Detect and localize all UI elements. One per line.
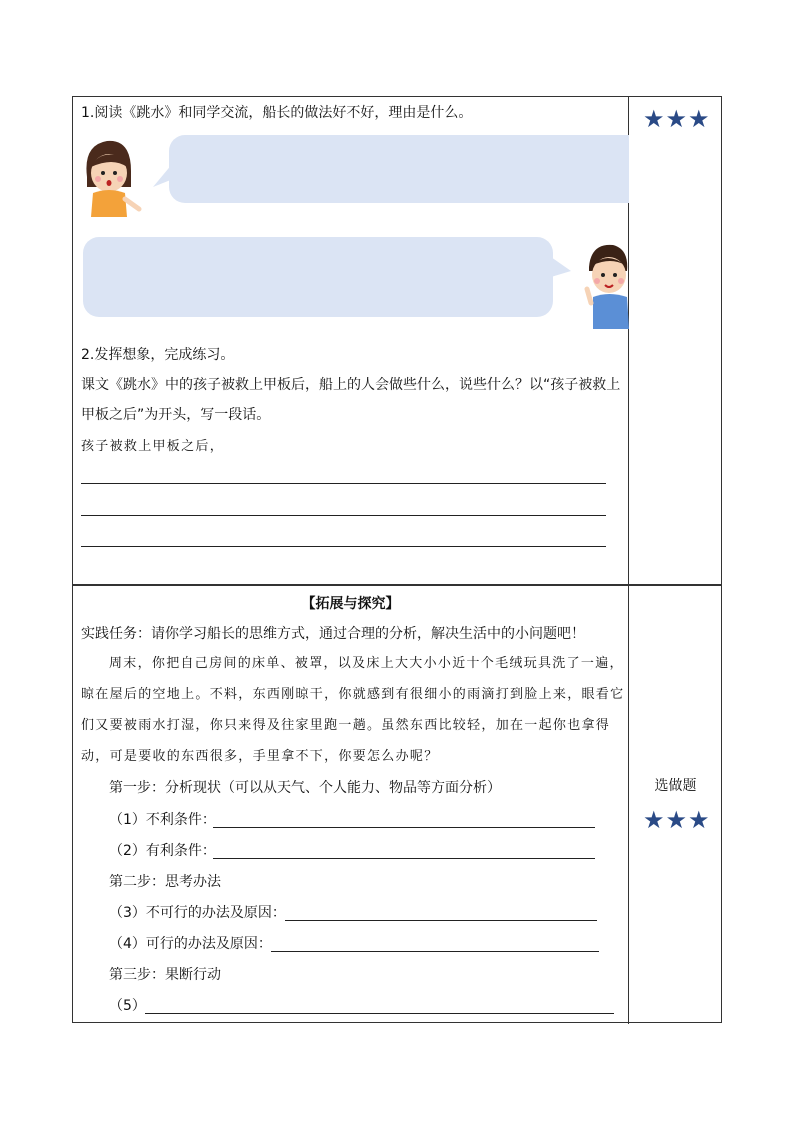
item-1-label: （1）不利条件： (109, 812, 216, 828)
item-3-answer-line (285, 920, 597, 921)
answer-line (81, 546, 606, 547)
item-4-answer-line (271, 951, 599, 952)
question-2-prompt-line-1: 课文《跳水》中的孩子被救上甲板后，船上的人会做些什么，说些什么？以“孩子被救上 (81, 377, 621, 393)
exercise-row-2 (72, 585, 722, 1023)
worksheet-table (72, 96, 722, 1024)
handwritten-answer-start: 孩子被救上甲板之后， (81, 439, 225, 454)
optional-label: 选做题 (654, 778, 697, 794)
story-line: 周末，你把自己房间的床单、被罩，以及床上大大小小近十个毛绒玩具洗了一遍， (109, 656, 624, 671)
question-2-prompt-line-2: 甲板之后”为开头，写一段话。 (81, 407, 271, 423)
item-5-answer-line (145, 1013, 614, 1014)
extension-content-cell (73, 586, 629, 1024)
bubble-tail-right (551, 257, 571, 281)
girl-avatar-icon (79, 137, 145, 219)
question-2-title: 2.发挥想象，完成练习。 (81, 347, 235, 363)
item-2-answer-line (213, 858, 595, 859)
item-2-label: （2）有利条件： (109, 843, 216, 859)
boy-speech-bubble (83, 237, 553, 317)
answer-line (81, 515, 606, 516)
boy-avatar-icon (583, 243, 629, 329)
step-1: 第一步：分析现状（可以从天气、个人能力、物品等方面分析） (109, 780, 501, 796)
story-line: 们又要被雨水打湿，你只来得及往家里跑一趟。虽然东西比较轻，加在一起你也拿得 (81, 718, 611, 733)
story-line: 晾在屋后的空地上。不料，东西刚晾干，你就感到有很细小的雨滴打到脸上来，眼看它 (81, 687, 625, 702)
exercise-row-1 (72, 96, 722, 585)
exercise-content-cell (73, 97, 629, 586)
step-3: 第三步：果断行动 (109, 967, 221, 983)
item-5-label: （5） (109, 998, 146, 1014)
item-1-answer-line (213, 827, 595, 828)
step-2: 第二步：思考办法 (109, 874, 221, 890)
story-line: 动，可是要收的东西很多，手里拿不下，你要怎么办呢？ (81, 749, 439, 764)
answer-line (81, 483, 606, 484)
question-1: 1.阅读《跳水》和同学交流，船长的做法好不好，理由是什么。 (81, 105, 473, 121)
girl-speech-bubble (169, 135, 629, 203)
practice-task: 实践任务：请你学习船长的思维方式，通过合理的分析，解决生活中的小问题吧！ (81, 626, 585, 642)
bubble-tail-left (153, 163, 173, 187)
section-title: 【拓展与探究】 (301, 596, 400, 612)
item-3-label: （3）不可行的办法及原因： (109, 905, 286, 921)
difficulty-stars: ★★★ (643, 105, 711, 133)
item-4-label: （4）可行的办法及原因： (109, 936, 272, 952)
difficulty-stars: ★★★ (643, 806, 711, 834)
